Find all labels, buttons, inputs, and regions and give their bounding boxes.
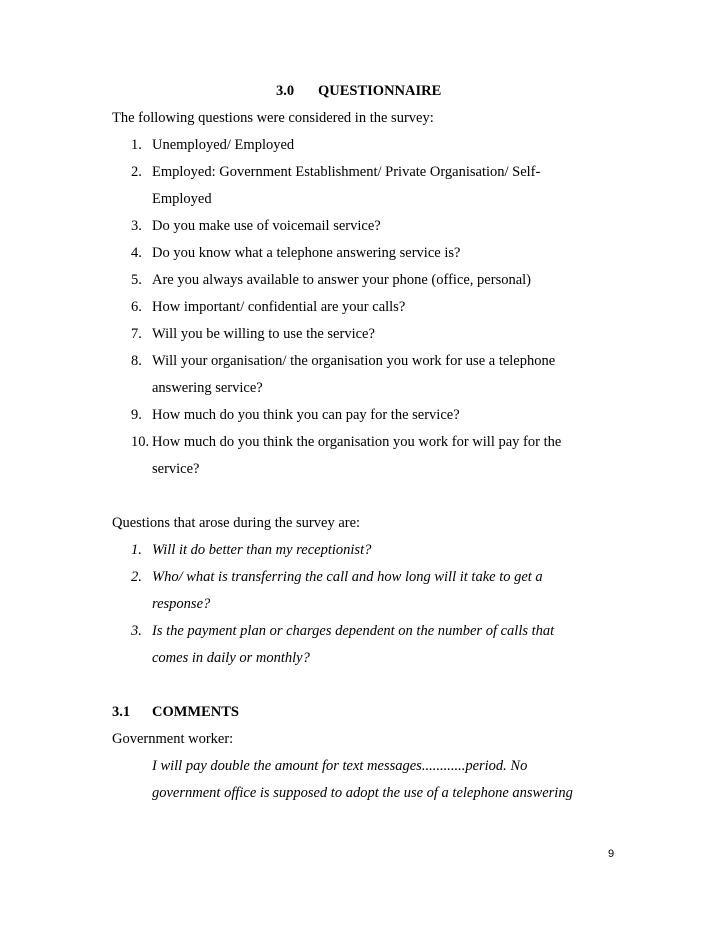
list-item-number: 6. (131, 299, 142, 315)
list-item-text: Unemployed/ Employed (152, 137, 295, 153)
section-title: COMMENTS (152, 704, 239, 720)
list-item-text-continued: answering service? (152, 380, 263, 396)
list-item-number: 5. (131, 272, 142, 288)
list-item-text: Are you always available to answer your phone (office, personal) (152, 272, 532, 288)
list-item-text-continued: comes in daily or monthly? (152, 650, 310, 666)
list-item-number: 1. (131, 137, 142, 153)
list-item-text: Do you know what a telephone answering service is? (152, 245, 461, 261)
list-item-number: 2. (131, 569, 142, 585)
list-item-number: 10. (131, 434, 150, 450)
quote-line: government office is supposed to adopt the use of a telephone answering (152, 785, 573, 801)
page-number: 9 (608, 848, 615, 860)
list-item-text-continued: response? (152, 596, 211, 612)
list-item-number: 1. (131, 542, 142, 558)
list-item-number: 8. (131, 353, 142, 369)
list-item-number: 9. (131, 407, 142, 423)
section-number: 3.1 (112, 704, 131, 720)
list-item-text: Do you make use of voicemail service? (152, 218, 381, 234)
list-item-text: How much do you think you can pay for the service? (152, 407, 460, 423)
questions-intro: The following questions were considered in the survey: (112, 110, 434, 126)
list-item-text: Will you be willing to use the service? (152, 326, 375, 342)
list-item-number: 3. (131, 623, 142, 639)
list-item-text-continued: Employed (152, 191, 212, 207)
quote-line: I will pay double the amount for text messages............period. No (152, 758, 528, 774)
list-item-text: Will it do better than my receptionist? (152, 542, 372, 558)
list-item-text: How important/ confidential are your calls? (152, 299, 406, 315)
arose-intro: Questions that arose during the survey are: (112, 515, 361, 531)
list-item-number: 4. (131, 245, 142, 261)
section-title: QUESTIONNAIRE (318, 83, 442, 99)
list-item-text: Employed: Government Establishment/ Private Organisation/ Self- (152, 164, 541, 180)
list-item-text-continued: service? (152, 461, 200, 477)
section-number: 3.0 (276, 83, 295, 99)
list-item-number: 2. (131, 164, 142, 180)
list-item-text: How much do you think the organisation you work for will pay for the (152, 434, 562, 450)
list-item-text: Is the payment plan or charges dependent on the number of calls that (152, 623, 555, 639)
comment-subheading: Government worker: (112, 731, 234, 747)
list-item-number: 7. (131, 326, 142, 342)
list-item-number: 3. (131, 218, 142, 234)
list-item-text: Who/ what is transferring the call and how long will it take to get a (152, 569, 543, 585)
list-item-text: Will your organisation/ the organisation you work for use a telephone (152, 353, 556, 369)
